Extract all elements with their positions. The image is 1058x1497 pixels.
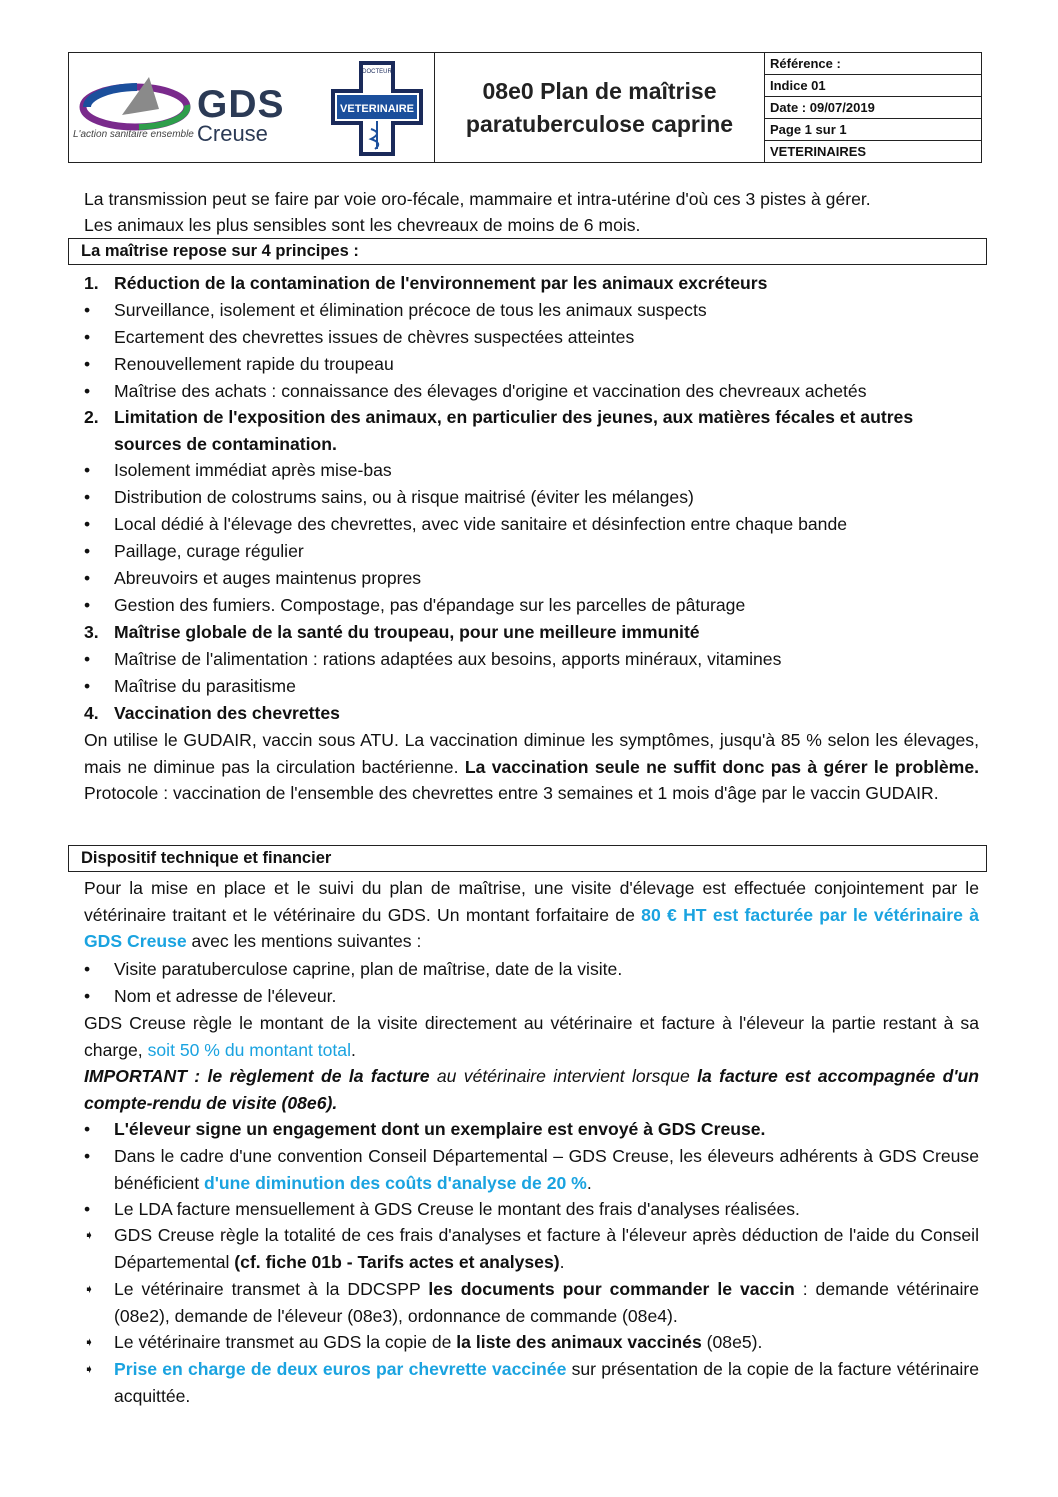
principle-title: Maîtrise globale de la santé du troupeau, pour une meilleure immunité bbox=[114, 622, 700, 642]
bullet-icon: • bbox=[84, 300, 91, 320]
header-table bbox=[68, 52, 982, 163]
meta-audience: VETERINAIRES bbox=[770, 144, 867, 159]
veterinary-cross-badge-icon bbox=[331, 61, 423, 156]
badge-main-text: VETERINAIRE bbox=[340, 103, 414, 115]
list-item: • Ecartement des chevrettes issues de chèvres suspectées atteintes bbox=[84, 324, 979, 351]
list-item: • Maîtrise des achats : connaissance des élevages d'origine et vaccination des chevreaux achetés bbox=[84, 378, 979, 405]
principle-3 bbox=[84, 619, 979, 646]
list-item: • Surveillance, isolement et élimination précoce de tous les animaux suspects bbox=[84, 297, 979, 324]
principle-title: Vaccination des chevrettes bbox=[114, 703, 340, 723]
bullet-icon: • bbox=[84, 649, 91, 669]
principle-2 bbox=[84, 404, 979, 457]
principle-1 bbox=[84, 270, 979, 297]
bullet-icon: • bbox=[84, 595, 91, 615]
important-note: IMPORTANT : le règlement de la facture au vétérinaire intervient lorsque la facture est accompagnée d'un compte-rendu de visite (08e6). bbox=[84, 1066, 979, 1113]
arrow-bullet-icon: ➧ bbox=[84, 1282, 95, 1296]
list-item: • Le LDA facture mensuellement à GDS Creuse le montant des frais d'analyses réalisées. bbox=[84, 1196, 979, 1223]
intro-line-2: Les animaux les plus sensibles sont les chevreaux de moins de 6 mois. bbox=[84, 215, 641, 235]
list-item: ➧ Le vétérinaire transmet à la DDCSPP les documents pour commander le vaccin : demande vétérinaire (08e2), demande de l'éleveur (08e3), ordonnance de commande (08e4). bbox=[84, 1276, 979, 1329]
bullet-icon: • bbox=[84, 1119, 91, 1139]
bullet-icon: • bbox=[84, 676, 91, 696]
list-item: • Abreuvoirs et auges maintenus propres bbox=[84, 565, 979, 592]
list-item: • Distribution de colostrums sains, ou à risque maitrisé (éviter les mélanges) bbox=[84, 484, 979, 511]
intro-line-1: La transmission peut se faire par voie oro-fécale, mammaire et intra-utérine d'où ces 3 pistes à gérer. bbox=[84, 189, 871, 209]
logo-subtitle: Creuse bbox=[197, 121, 268, 146]
document-title bbox=[435, 53, 765, 162]
list-item: • Paillage, curage régulier bbox=[84, 538, 979, 565]
list-item: • Gestion des fumiers. Compostage, pas d'épandage sur les parcelles de pâturage bbox=[84, 592, 979, 619]
arrow-bullet-icon: ➧ bbox=[84, 1362, 95, 1376]
list-item: • Renouvellement rapide du troupeau bbox=[84, 351, 979, 378]
funding-paragraph: Pour la mise en place et le suivi du plan de maîtrise, une visite d'élevage est effectuée conjointement par le vétérinaire traitant et le vétérinaire du GDS. Un montant forfaitaire de 80 € HT est facturée par le vétérinaire à GDS Creuse avec les mentions suivantes : bbox=[84, 878, 979, 952]
principle-number: 3. bbox=[84, 622, 99, 642]
bullet-icon: • bbox=[84, 354, 91, 374]
list-item: ➧ Prise en charge de deux euros par chevrette vaccinée sur présentation de la copie de la facture vétérinaire acquittée. bbox=[84, 1356, 979, 1409]
principle-4 bbox=[84, 700, 979, 727]
bullet-icon: • bbox=[84, 381, 91, 401]
section-heading-principles: La maîtrise repose sur 4 principes : bbox=[68, 238, 987, 265]
bullet-icon: • bbox=[84, 986, 91, 1006]
badge-top-text: DOCTEUR bbox=[362, 69, 392, 75]
list-item: ➧ GDS Creuse règle la totalité de ces frais d'analyses et facture à l'éleveur après déduction de l'aide du Conseil Départemental (cf. fiche 01b - Tarifs actes et analyses). bbox=[84, 1222, 979, 1275]
logo-name: GDS bbox=[197, 83, 285, 126]
meta-page: Page 1 sur 1 bbox=[765, 119, 981, 141]
meta-cell bbox=[765, 53, 981, 162]
list-item: • Maîtrise de l'alimentation : rations adaptées aux besoins, apports minéraux, vitamines bbox=[84, 646, 979, 673]
vaccination-paragraph: On utilise le GUDAIR, vaccin sous ATU. La vaccination diminue les symptômes, jusqu'à 85 % selon les élevages, mais ne diminue pas la circulation bactérienne. La vaccination seule ne suffit donc pas à gérer le problème. Protocole : vaccination de l'ensemble des chevrettes entre 3 semaines et 1 mois d'âge par le vaccin GUDAIR. bbox=[84, 730, 979, 804]
logo-cell bbox=[69, 53, 435, 162]
bullet-icon: • bbox=[84, 541, 91, 561]
bullet-icon: • bbox=[84, 1146, 91, 1166]
meta-index: Indice 01 bbox=[765, 75, 981, 97]
list-item: • Maîtrise du parasitisme bbox=[84, 673, 979, 700]
meta-reference: Référence : bbox=[765, 53, 981, 75]
bullet-icon: • bbox=[84, 514, 91, 534]
bullet-icon: • bbox=[84, 568, 91, 588]
bullet-icon: • bbox=[84, 1199, 91, 1219]
arrow-bullet-icon: ➧ bbox=[84, 1335, 95, 1349]
list-item: • Visite paratuberculose caprine, plan de maîtrise, date de la visite. bbox=[84, 956, 979, 983]
meta-date: Date : 09/07/2019 bbox=[765, 97, 981, 119]
arrow-bullet-icon: ➧ bbox=[84, 1228, 95, 1242]
bullet-icon: • bbox=[84, 327, 91, 347]
list-item: • Isolement immédiat après mise-bas bbox=[84, 457, 979, 484]
section-heading-funding: Dispositif technique et financier bbox=[68, 845, 987, 872]
list-item: • Dans le cadre d'une convention Conseil Départemental – GDS Creuse, les éleveurs adhérents à GDS Creuse bénéficient d'une diminution des coûts d'analyse de 20 %. bbox=[84, 1143, 979, 1196]
principle-title: Réduction de la contamination de l'environnement par les animaux excréteurs bbox=[114, 273, 768, 293]
title-line-1: 08e0 Plan de maîtrise bbox=[482, 77, 717, 104]
bullet-icon: • bbox=[84, 487, 91, 507]
principle-number: 4. bbox=[84, 703, 99, 723]
list-item: • L'éleveur signe un engagement dont un exemplaire est envoyé à GDS Creuse. bbox=[84, 1116, 979, 1143]
list-item: • Nom et adresse de l'éleveur. bbox=[84, 983, 979, 1010]
list-item: ➧ Le vétérinaire transmet au GDS la copie de la liste des animaux vaccinés (08e5). bbox=[84, 1329, 979, 1356]
principle-title: Limitation de l'exposition des animaux, en particulier des jeunes, aux matières fécales et autres sources de contamination. bbox=[114, 407, 914, 454]
list-item: • Local dédié à l'élevage des chevrettes, avec vide sanitaire et désinfection entre chaque bande bbox=[84, 511, 979, 538]
payment-paragraph: GDS Creuse règle le montant de la visite directement au vétérinaire et facture à l'éleveur la partie restant à sa charge, soit 50 % du montant total. bbox=[84, 1013, 979, 1060]
bullet-icon: • bbox=[84, 460, 91, 480]
logo-tagline: L'action sanitaire ensemble bbox=[73, 129, 194, 140]
principle-number: 1. bbox=[84, 273, 99, 293]
principle-number: 2. bbox=[84, 407, 99, 427]
title-line-2: paratuberculose caprine bbox=[465, 110, 734, 137]
bullet-icon: • bbox=[84, 959, 91, 979]
